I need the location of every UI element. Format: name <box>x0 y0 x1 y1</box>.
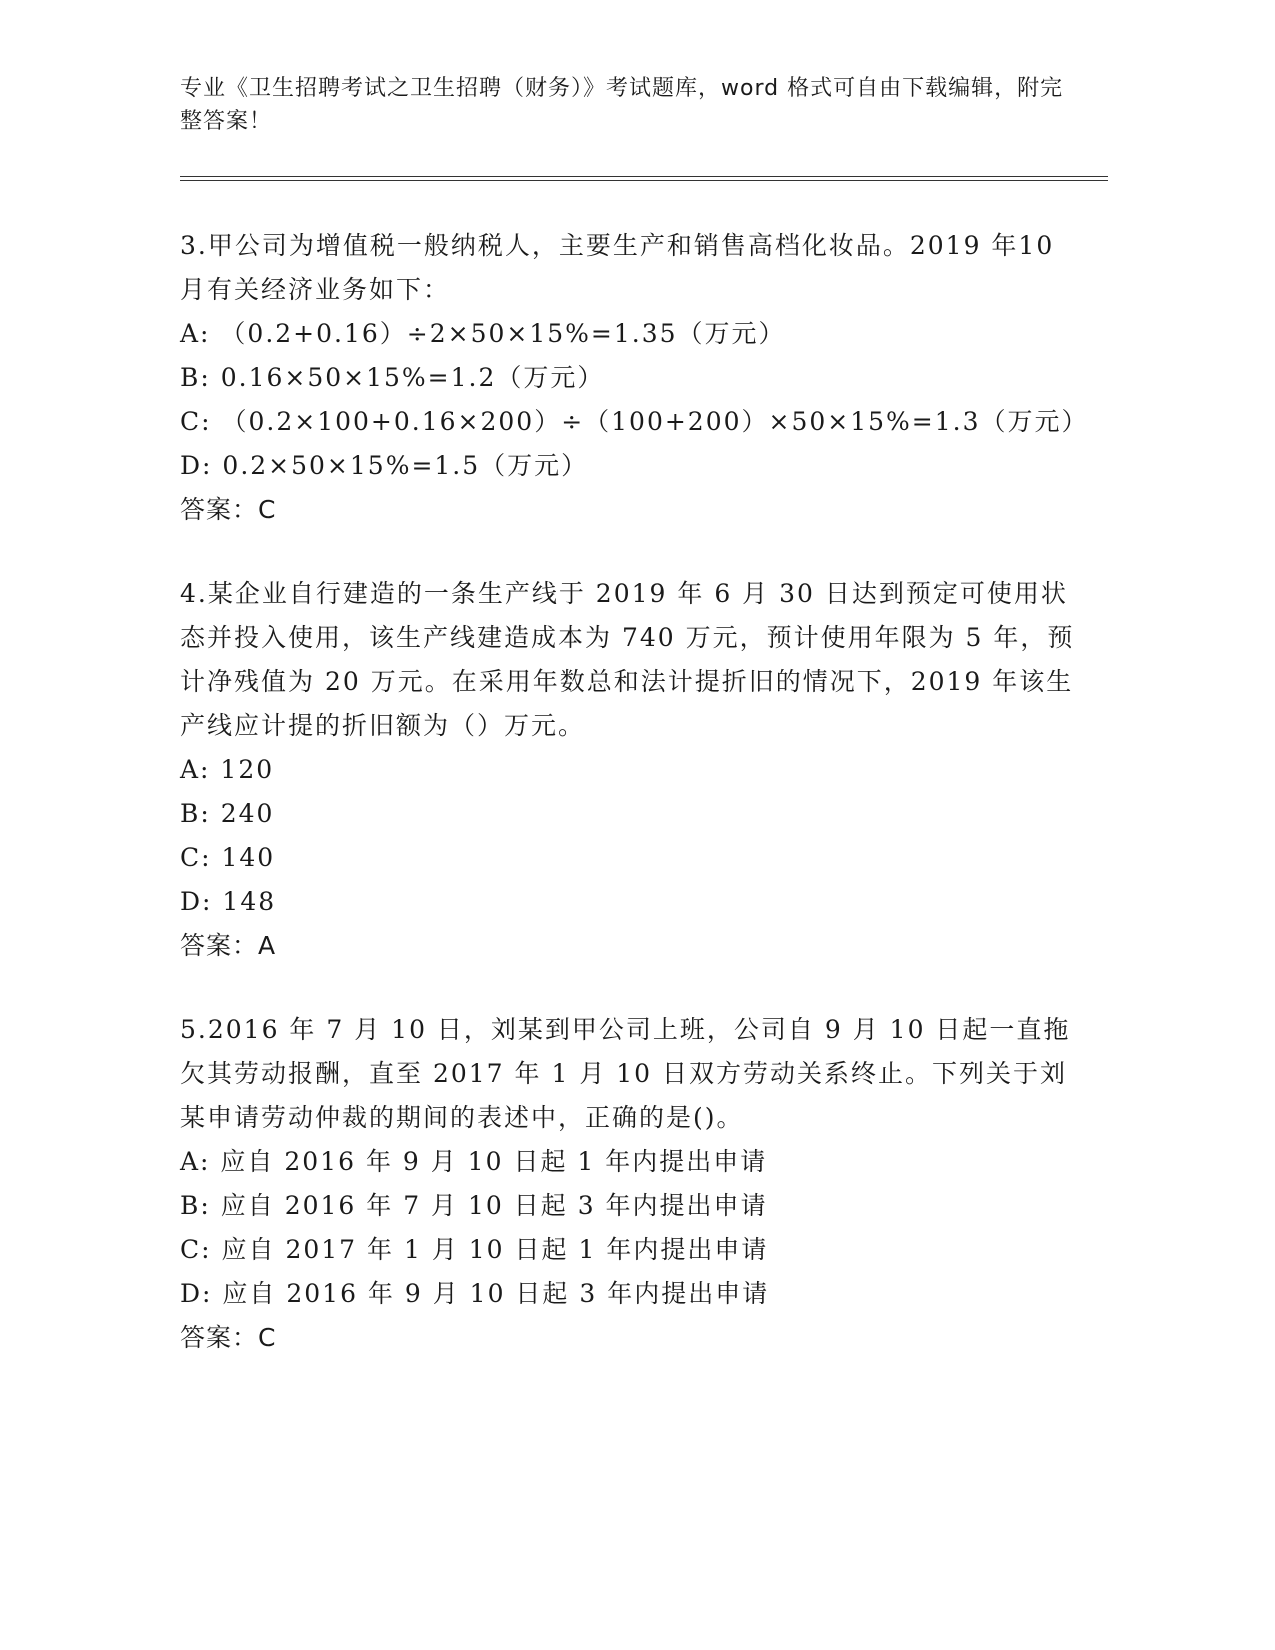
question-5-option-d: D: 应自 2016 年 9 月 10 日起 3 年内提出申请 <box>180 1279 770 1308</box>
question-3-option-a: A: （0.2+0.16）÷2×50×15%=1.35（万元） <box>180 319 786 348</box>
question-5-option-b: B: 应自 2016 年 7 月 10 日起 3 年内提出申请 <box>180 1191 768 1220</box>
question-4-option-c: C: 140 <box>180 843 276 872</box>
question-5-text: 5.2016 年 7 月 10 日，刘某到甲公司上班，公司自 9 月 10 日起一直拖欠其劳动报酬，直至 2017 年 1 月 10 日双方劳动关系终止。下列关于刘某申请劳动仲裁的期间的表述中，正确的是()。 <box>180 1015 1071 1132</box>
document-page <box>180 0 1110 1650</box>
question-5-answer: 答案：C <box>180 1323 277 1352</box>
question-4-option-d: D: 148 <box>180 887 277 916</box>
question-3-answer: 答案：C <box>180 495 277 524</box>
question-5-option-c: C: 应自 2017 年 1 月 10 日起 1 年内提出申请 <box>180 1235 769 1264</box>
question-5 <box>180 1008 1080 1360</box>
question-3-option-c: C: （0.2×100+0.16×200）÷（100+200）×50×15%=1.3（万元） <box>180 407 1089 436</box>
question-3 <box>180 224 1089 532</box>
header-divider <box>180 176 1108 181</box>
document-header: 专业《卫生招聘考试之卫生招聘（财务）》考试题库，word 格式可自由下载编辑，附完整答案！ <box>180 76 1064 134</box>
question-4 <box>180 572 1080 968</box>
question-5-option-a: A: 应自 2016 年 9 月 10 日起 1 年内提出申请 <box>180 1147 768 1176</box>
question-4-answer: 答案：A <box>180 931 277 960</box>
question-3-option-b: B: 0.16×50×15%=1.2（万元） <box>180 363 605 392</box>
question-3-text: 3.甲公司为增值税一般纳税人，主要生产和销售高档化妆品。2019 年10 月有关经济业务如下： <box>180 231 1065 304</box>
question-4-option-b: B: 240 <box>180 799 275 828</box>
question-4-text: 4.某企业自行建造的一条生产线于 2019 年 6 月 30 日达到预定可使用状态并投入使用，该生产线建造成本为 740 万元，预计使用年限为 5 年，预计净残值为 20 万元。在采用年数总和法计提折旧的情况下，2019 年该生产线应计提的折旧额为（）万元。 <box>180 579 1075 740</box>
question-4-option-a: A: 120 <box>180 755 275 784</box>
question-3-option-d: D: 0.2×50×15%=1.5（万元） <box>180 451 589 480</box>
